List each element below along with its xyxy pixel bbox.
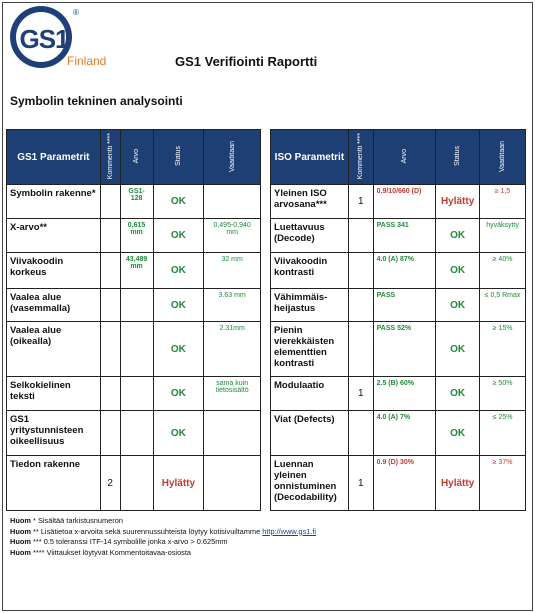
comment-cell (348, 253, 373, 289)
col-header-comments: Kommentti **** (100, 130, 120, 185)
param-name: Viivakoodin korkeus (7, 253, 101, 289)
col-header-comments: Kommentti **** (348, 130, 373, 185)
table-row (7, 322, 261, 377)
required-cell: 3.63 mm (204, 289, 261, 322)
col-header-vaaditaan: Vaaditaan (480, 130, 526, 185)
status-cell: OK (153, 219, 204, 253)
table-row (7, 377, 261, 411)
comment-cell (348, 322, 373, 377)
col-header-param: GS1 Parametrit (7, 130, 101, 185)
table-row (271, 456, 526, 511)
iso-parameters-table (270, 129, 526, 511)
required-cell (204, 185, 261, 219)
comment-cell: 2 (100, 456, 120, 511)
table-row (271, 411, 526, 456)
footnote: Huom **** Viittaukset löytyvät Kommentoitavaa-osiosta (10, 547, 192, 557)
status-cell: OK (436, 289, 480, 322)
arvo-cell (120, 456, 153, 511)
status-cell: OK (153, 322, 204, 377)
col-header-arvo: Arvo (120, 130, 153, 185)
arvo-cell: PASS 52% (373, 322, 436, 377)
footnote: Huom ** Lisätietoa x-arvoita sekä suurennussuhteista löytyy kotisivuiltamme http://www.gs1.fi (10, 526, 317, 536)
footnote: Huom * Sisältää tarkistusnumeron (10, 516, 123, 525)
comment-cell (100, 185, 120, 219)
footnote: Huom *** 0.5 toleranssi ITF-14 symbolille jonka x-arvo > 0.625mm (10, 537, 228, 547)
param-name: Selkokielinen teksti (7, 377, 101, 411)
logo-registered-mark: ® (73, 8, 79, 17)
param-name: Tiedon rakenne (7, 456, 101, 511)
required-cell (204, 456, 261, 511)
comment-cell (100, 289, 120, 322)
table-row (7, 411, 261, 456)
gs1-website-link[interactable]: http://www.gs1.fi (262, 526, 317, 536)
required-cell: ≥ 15% (480, 322, 526, 377)
gs1-logo (10, 6, 79, 68)
comment-cell (100, 253, 120, 289)
arvo-cell: 4.0 (A) 87% (373, 253, 436, 289)
table-row (7, 289, 261, 322)
status-cell: OK (436, 219, 480, 253)
arvo-cell: 0.9 (D) 30% (373, 456, 436, 511)
param-name: Viat (Defects) (271, 411, 349, 456)
arvo-cell: PASS (373, 289, 436, 322)
required-cell: 2.31mm (204, 322, 261, 377)
comment-cell (100, 377, 120, 411)
table-row (271, 253, 526, 289)
param-name: Luennan yleinen onnistuminen (Decodability) (271, 456, 349, 511)
comment-cell (100, 322, 120, 377)
gs1-parameters-table (6, 129, 261, 511)
table-row (271, 377, 526, 411)
col-header-arvo: Arvo (373, 130, 436, 185)
comment-cell (348, 411, 373, 456)
required-cell: 32 mm (204, 253, 261, 289)
table-row (7, 253, 261, 289)
comment-cell (100, 219, 120, 253)
col-header-status: Status (436, 130, 480, 185)
comment-cell: 1 (348, 377, 373, 411)
required-cell: ≥ 37% (480, 456, 526, 511)
required-cell: sama kuin tietosisältö (204, 377, 261, 411)
param-name: Yleinen ISO arvosana*** (271, 185, 349, 219)
required-cell: hyväksytty (480, 219, 526, 253)
footnotes (10, 516, 316, 558)
status-cell: OK (153, 411, 204, 456)
param-name: GS1 yritystunnisteen oikeellisuus (7, 411, 101, 456)
comment-cell (348, 289, 373, 322)
param-name: Vaalea alue (vasemmalla) (7, 289, 101, 322)
required-cell: ≤ 0,5 Rmax (480, 289, 526, 322)
required-cell: ≥ 1,5 (480, 185, 526, 219)
arvo-cell: 0,615 mm (120, 219, 153, 253)
arvo-cell (120, 322, 153, 377)
param-name: Luettavuus (Decode) (271, 219, 349, 253)
status-cell: OK (153, 185, 204, 219)
table-row (271, 289, 526, 322)
required-cell (204, 411, 261, 456)
status-cell: Hylätty (153, 456, 204, 511)
arvo-cell: 0.9/10/660 (D) (373, 185, 436, 219)
comment-cell (100, 411, 120, 456)
param-name: X-arvo** (7, 219, 101, 253)
status-cell: Hylätty (436, 185, 480, 219)
status-cell: OK (436, 322, 480, 377)
param-name: Viivakoodin kontrasti (271, 253, 349, 289)
required-cell: ≥ 50% (480, 377, 526, 411)
arvo-cell: PASS 341 (373, 219, 436, 253)
param-name: Vaalea alue (oikealla) (7, 322, 101, 377)
status-cell: OK (153, 377, 204, 411)
comment-cell: 1 (348, 185, 373, 219)
param-name: Modulaatio (271, 377, 349, 411)
table-row (7, 185, 261, 219)
status-cell: OK (153, 289, 204, 322)
table-row (271, 322, 526, 377)
required-cell: ≥ 40% (480, 253, 526, 289)
table-row (7, 219, 261, 253)
status-cell: OK (436, 411, 480, 456)
arvo-cell: 4.0 (A) 7% (373, 411, 436, 456)
required-cell: 0,495-0,940 mm (204, 219, 261, 253)
page-title: GS1 Verifiointi Raportti (175, 54, 318, 69)
param-name: Pienin vierekkäisten elementtien kontrasti (271, 322, 349, 377)
status-cell: OK (436, 253, 480, 289)
table-row (271, 219, 526, 253)
arvo-cell: GS1-128 (120, 185, 153, 219)
col-header-status: Status (153, 130, 204, 185)
required-cell: ≤ 25% (480, 411, 526, 456)
status-cell: OK (153, 253, 204, 289)
table-row (7, 456, 261, 511)
table-row (271, 185, 526, 219)
comment-cell: 1 (348, 456, 373, 511)
arvo-cell (120, 377, 153, 411)
arvo-cell (120, 289, 153, 322)
country-label: Finland (67, 54, 107, 68)
arvo-cell (120, 411, 153, 456)
status-cell: OK (436, 377, 480, 411)
col-header-param: ISO Parametrit (271, 130, 349, 185)
param-name: Vähimmäis-heijastus (271, 289, 349, 322)
arvo-cell: 2.5 (B) 60% (373, 377, 436, 411)
col-header-vaaditaan: Vaaditaan (204, 130, 261, 185)
logo-text: GS1 (19, 24, 69, 54)
param-name: Symbolin rakenne* (7, 185, 101, 219)
arvo-cell: 43,489 mm (120, 253, 153, 289)
comment-cell (348, 219, 373, 253)
section-subtitle: Symbolin tekninen analysointi (10, 94, 183, 108)
status-cell: Hylätty (436, 456, 480, 511)
